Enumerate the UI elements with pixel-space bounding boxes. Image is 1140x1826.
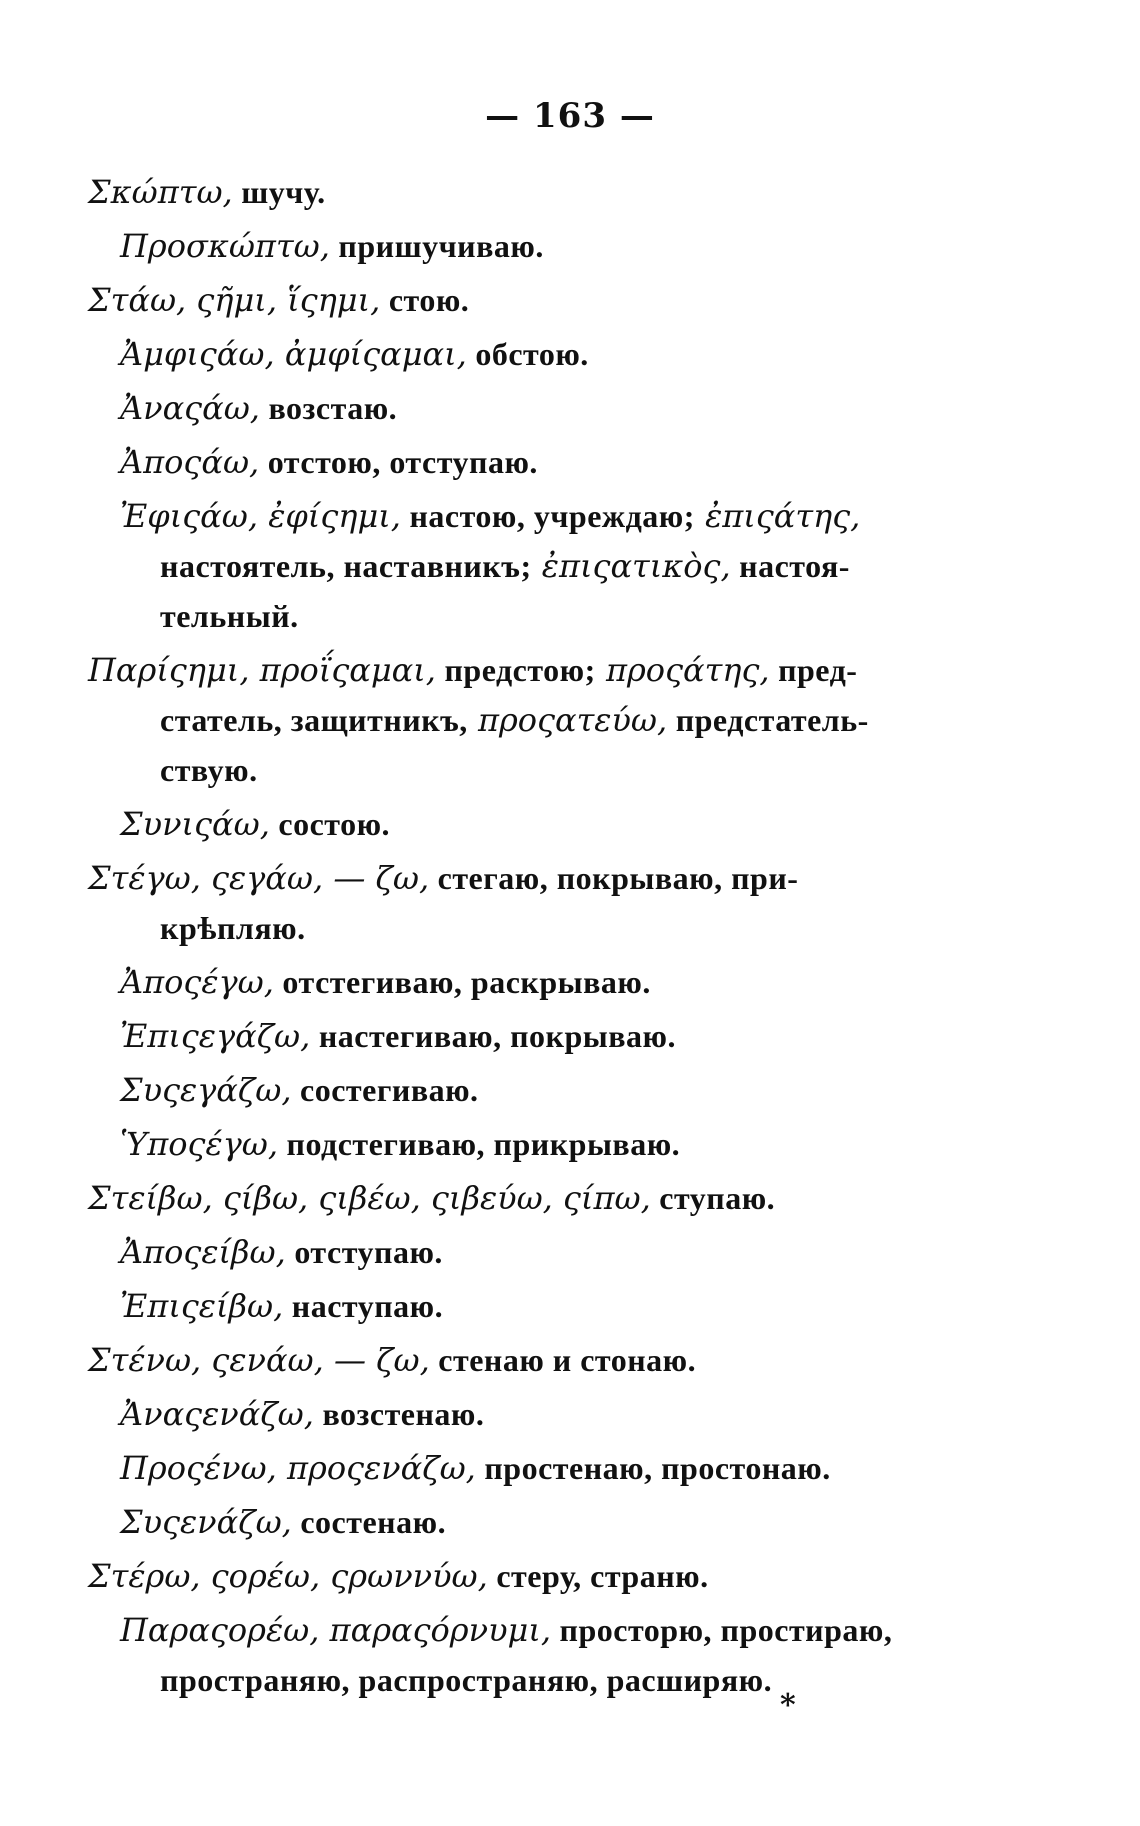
russian-gloss: стою. bbox=[380, 282, 470, 318]
greek-term: προςατεύω, bbox=[467, 701, 668, 739]
russian-gloss: пространяю, распространяю, расширяю. bbox=[160, 1662, 773, 1698]
entries-list bbox=[0, 172, 1140, 1714]
signature-mark: * bbox=[780, 1688, 796, 1723]
russian-gloss: состегиваю. bbox=[291, 1072, 479, 1108]
russian-gloss: простенаю, простонаю. bbox=[475, 1450, 831, 1486]
entry-continuation bbox=[0, 546, 1140, 586]
greek-term: Συςενάζω, bbox=[120, 1503, 292, 1541]
entry-line bbox=[0, 650, 1140, 690]
entry-line bbox=[0, 1340, 1140, 1380]
greek-term: Προςένω, προςενάζω, bbox=[120, 1449, 476, 1487]
entry-line bbox=[0, 1178, 1140, 1218]
greek-term: ἐπιςατικὸς, bbox=[531, 547, 731, 585]
greek-term: Στέγω, ςεγάω, — ζω, bbox=[88, 859, 430, 897]
greek-term: Ὑποςέγω, bbox=[120, 1125, 278, 1163]
russian-gloss: шучу. bbox=[232, 174, 326, 210]
entry-stego bbox=[0, 858, 1140, 948]
greek-term: Ἐφιςάω, ἐφίςημι, bbox=[120, 497, 401, 535]
greek-term: Ἀποςείβω, bbox=[120, 1233, 286, 1271]
entry-line bbox=[0, 1394, 1140, 1434]
greek-term: ἐπιςάτης, bbox=[694, 497, 861, 535]
greek-term: Ἀναςάω, bbox=[120, 389, 260, 427]
page-number: — 163 — bbox=[485, 96, 655, 136]
greek-term: Στάω, ςῆμι, ἵςημι, bbox=[88, 281, 381, 319]
greek-term: προςάτης, bbox=[595, 651, 770, 689]
greek-term: Ἐπιςείβω, bbox=[120, 1287, 284, 1325]
russian-gloss: предстою; bbox=[435, 652, 596, 688]
entry-line bbox=[0, 1286, 1140, 1326]
entry-line bbox=[0, 172, 1140, 212]
russian-gloss: отстегиваю, раскрываю. bbox=[273, 964, 651, 1000]
greek-term: Στένω, ςενάω, — ζω, bbox=[88, 1341, 430, 1379]
greek-term: Προσκώπτω, bbox=[120, 227, 330, 265]
entry-parastoreo bbox=[0, 1610, 1140, 1700]
russian-gloss: подстегиваю, прикрываю. bbox=[278, 1126, 681, 1162]
greek-term: Σκώπτω, bbox=[88, 173, 233, 211]
russian-gloss: стегаю, покрываю, при- bbox=[429, 860, 799, 896]
entry-paristemi bbox=[0, 650, 1140, 790]
greek-term: Παρίςημι, προΐςαμαι, bbox=[88, 651, 436, 689]
russian-gloss: настою, учреждаю; bbox=[400, 498, 695, 534]
russian-gloss: пред- bbox=[769, 652, 858, 688]
entry-continuation bbox=[0, 596, 1140, 636]
russian-gloss: возстенаю. bbox=[313, 1396, 485, 1432]
russian-gloss: просторю, простираю, bbox=[551, 1612, 893, 1648]
russian-gloss: тельный. bbox=[160, 598, 299, 634]
entry-line bbox=[0, 442, 1140, 482]
russian-gloss: отстою, отступаю. bbox=[259, 444, 538, 480]
entry-line bbox=[0, 1070, 1140, 1110]
greek-term: Παραςορέω, παραςόρνυμι, bbox=[120, 1611, 552, 1649]
entry-line bbox=[0, 858, 1140, 898]
greek-term: Συνιςάω, bbox=[120, 805, 270, 843]
entry-line bbox=[0, 962, 1140, 1002]
russian-gloss: ступаю. bbox=[650, 1180, 776, 1216]
russian-gloss: крѣпляю. bbox=[160, 910, 306, 946]
russian-gloss: ствую. bbox=[160, 752, 258, 788]
greek-term: Ἀμφιςάω, ἀμφίςαμαι, bbox=[120, 335, 467, 373]
entry-line bbox=[0, 388, 1140, 428]
entry-line bbox=[0, 226, 1140, 266]
entry-line bbox=[0, 1448, 1140, 1488]
greek-term: Ἐπιςεγάζω, bbox=[120, 1017, 311, 1055]
russian-gloss: статель, защитникъ, bbox=[160, 702, 468, 738]
entry-continuation bbox=[0, 750, 1140, 790]
entry-line bbox=[0, 1502, 1140, 1542]
entry-continuation bbox=[0, 1660, 1140, 1700]
greek-term: Συςεγάζω, bbox=[120, 1071, 292, 1109]
entry-line bbox=[0, 1610, 1140, 1650]
greek-term: Στείβω, ςίβω, ςιβέω, ςιβεύω, ςίπω, bbox=[88, 1179, 651, 1217]
russian-gloss: настоятель, наставникъ; bbox=[160, 548, 532, 584]
russian-gloss: состенаю. bbox=[291, 1504, 447, 1540]
russian-gloss: наступаю. bbox=[283, 1288, 444, 1324]
russian-gloss: настоя- bbox=[730, 548, 850, 584]
russian-gloss: обстою. bbox=[466, 336, 589, 372]
entry-line bbox=[0, 1232, 1140, 1272]
entry-line bbox=[0, 1556, 1140, 1596]
russian-gloss: пришучиваю. bbox=[329, 228, 544, 264]
russian-gloss: отступаю. bbox=[285, 1234, 443, 1270]
russian-gloss: настегиваю, покрываю. bbox=[310, 1018, 676, 1054]
entry-line bbox=[0, 1016, 1140, 1056]
entry-line bbox=[0, 804, 1140, 844]
entry-line bbox=[0, 334, 1140, 374]
russian-gloss: состою. bbox=[269, 806, 391, 842]
entry-efistao bbox=[0, 496, 1140, 636]
entry-continuation bbox=[0, 700, 1140, 740]
entry-line bbox=[0, 496, 1140, 536]
russian-gloss: стенаю и стонаю. bbox=[429, 1342, 697, 1378]
greek-term: Ἀποςέγω, bbox=[120, 963, 274, 1001]
entry-continuation bbox=[0, 908, 1140, 948]
russian-gloss: предстатель- bbox=[667, 702, 869, 738]
entry-line bbox=[0, 280, 1140, 320]
entry-line bbox=[0, 1124, 1140, 1164]
greek-term: Στέρω, ςορέω, ςρωννύω, bbox=[88, 1557, 488, 1595]
russian-gloss: возстаю. bbox=[259, 390, 398, 426]
russian-gloss: стеру, страню. bbox=[487, 1558, 709, 1594]
greek-term: Ἀναςενάζω, bbox=[120, 1395, 314, 1433]
greek-term: Ἀποςάω, bbox=[120, 443, 260, 481]
